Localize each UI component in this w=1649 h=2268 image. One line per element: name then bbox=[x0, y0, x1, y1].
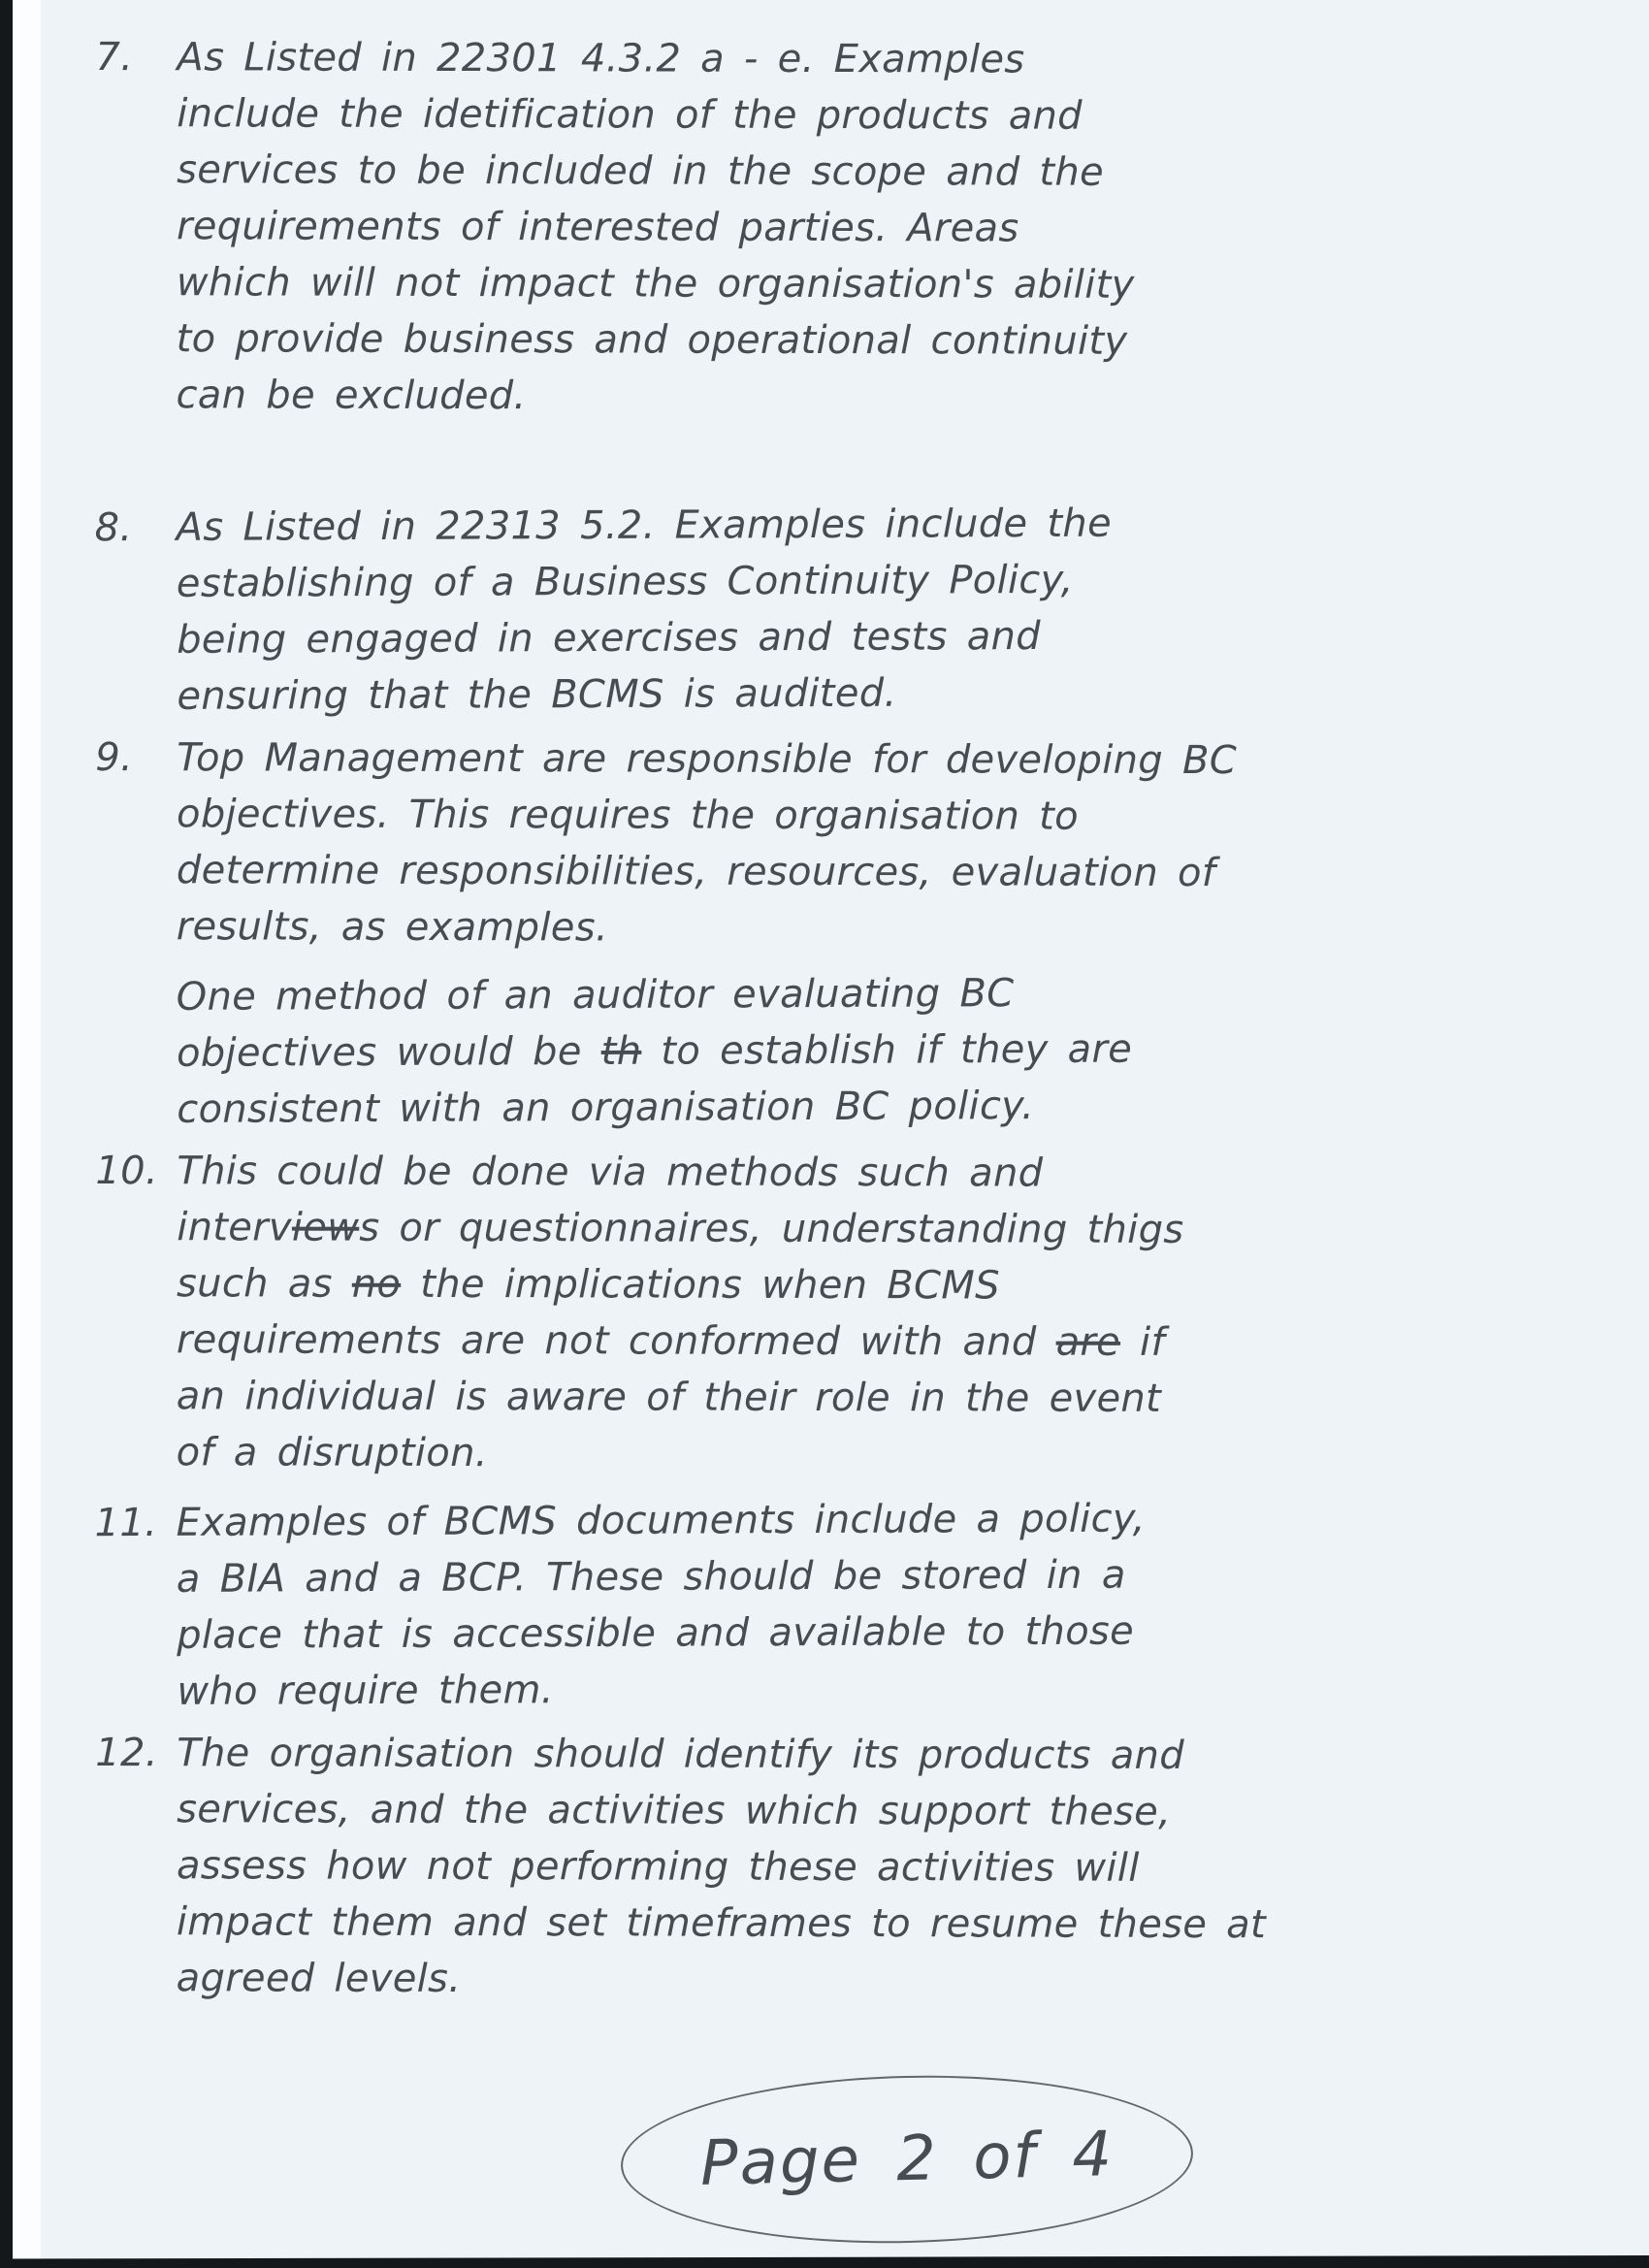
item-text bbox=[176, 29, 1137, 426]
struck-word: iew bbox=[291, 1205, 360, 1250]
text-segment: This could be done via methods such and bbox=[177, 1149, 1044, 1196]
item-text bbox=[177, 1491, 1148, 1720]
text-segment: interv bbox=[177, 1205, 292, 1250]
note-item-10 bbox=[95, 1143, 1551, 1484]
item-number: 10. bbox=[95, 1149, 158, 1194]
note-item-11 bbox=[95, 1489, 1551, 1721]
page-number-badge bbox=[619, 2069, 1195, 2249]
struck-word: no bbox=[351, 1261, 402, 1307]
item-text bbox=[177, 965, 1148, 1138]
note-item-7 bbox=[94, 29, 1550, 427]
text-segment: s or questionnaires, understanding thigs such as bbox=[177, 1205, 1184, 1307]
struck-word: th bbox=[600, 1028, 642, 1074]
text-segment: One method of an auditor evaluating BC objectives would be bbox=[176, 971, 1015, 1076]
text-segment: The organisation should identify its products and services, and the activities which support these, assess how not performing these activities will impact them and set timeframes to resume these at agreed levels. bbox=[176, 1731, 1267, 2002]
struck-word: are bbox=[1055, 1319, 1121, 1365]
item-number: 11. bbox=[94, 1500, 158, 1546]
text-segment: the implications when BCMS requirements are not conformed with and bbox=[176, 1261, 1056, 1365]
item-number: 7. bbox=[95, 35, 134, 81]
scan-edge-bottom bbox=[0, 2255, 1649, 2268]
text-segment: to establish if they are consistent with an organisation BC policy. bbox=[177, 1026, 1133, 1132]
text-segment: As Listed in 22301 4.3.2 a - e. Examples include the idetification of the products and services to be included in the scope and the requirements of interested parties. Areas which will not impact the organisation's ability to provide business and operational continuity can be excluded. bbox=[176, 35, 1135, 419]
note-item-9 bbox=[95, 729, 1551, 958]
text-segment: As Listed in 22313 5.2. Examples include the establishing of a Business Continuity Policy, being engaged in exercises and tests and ensuring that the BCMS is audited. bbox=[176, 501, 1113, 719]
item-number: 12. bbox=[95, 1731, 158, 1776]
note-item-12 bbox=[95, 1725, 1551, 2010]
item-text bbox=[177, 496, 1138, 725]
text-segment: if an individual is aware of their role in the event of a disruption. bbox=[176, 1319, 1165, 1476]
item-text bbox=[177, 1725, 1269, 2009]
item-text bbox=[177, 1143, 1215, 1483]
note-item-8 bbox=[95, 494, 1551, 726]
notes-list bbox=[95, 21, 1550, 2008]
text-segment: Examples of BCMS documents include a policy, a BIA and a BCP. These should be stored in a place that is accessible and available to those who require them. bbox=[176, 1496, 1146, 1714]
note-item-9-continuation bbox=[95, 963, 1551, 1139]
page-number-label: Page 2 of 4 bbox=[699, 2119, 1115, 2200]
scan-edge-left bbox=[0, 0, 13, 2268]
scan-edge-left-margin bbox=[13, 0, 41, 2268]
item-number: 9. bbox=[95, 735, 134, 781]
item-number: 8. bbox=[94, 505, 133, 551]
item-text bbox=[177, 729, 1269, 957]
text-segment: Top Management are responsible for developing BC objectives. This requires the organisation to determine responsibilities, resources, evaluation of results, as examples. bbox=[176, 735, 1238, 951]
